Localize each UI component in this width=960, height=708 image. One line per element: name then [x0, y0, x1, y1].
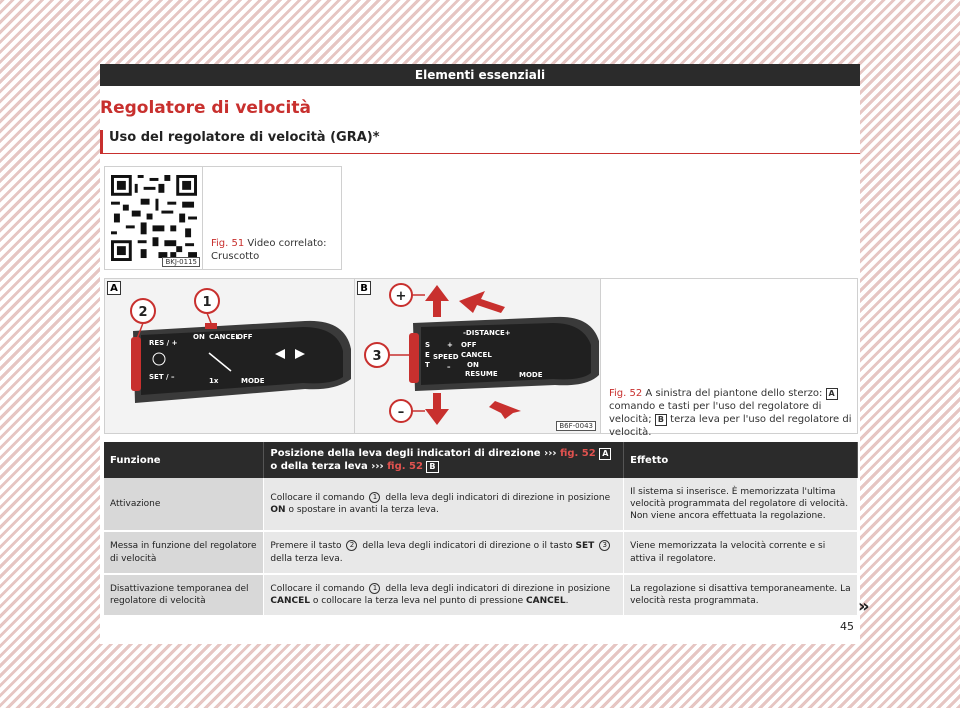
- cell-text: della leva degli indicatori di direzione in posizione: [385, 583, 611, 594]
- box-b: B: [655, 414, 667, 426]
- distance-up-arrow-icon: [459, 291, 505, 313]
- cell-text: o collocare la terza leva nel punto di pressione: [312, 595, 524, 606]
- header-text: o della terza leva: [270, 461, 368, 472]
- manual-page: [100, 64, 870, 644]
- lever-label: -DISTANCE+: [463, 329, 511, 337]
- panel-a-illustration: [105, 279, 355, 433]
- cell-text: della leva degli indicatori di direzione in posizione: [385, 493, 611, 504]
- cell-effetto: Viene memorizzata la velocità corrente e si attiva il regolatore.: [624, 531, 858, 573]
- lever-label: +: [447, 341, 453, 349]
- cell-text: Collocare il comando: [270, 583, 365, 594]
- arrow-up-icon: [425, 285, 449, 317]
- set-button: [409, 333, 419, 383]
- callout-number: 3: [372, 349, 382, 364]
- keyword: CANCEL: [270, 595, 310, 606]
- lever-label: RES / +: [149, 339, 178, 347]
- callout-number: 1: [202, 295, 212, 310]
- lever-label: SET / –: [149, 373, 175, 381]
- lever-label: ON: [193, 333, 205, 341]
- keyword: ON: [270, 505, 286, 516]
- number-badge: 1: [369, 583, 380, 594]
- arrow-down-icon: [425, 393, 449, 425]
- cell-funzione: Attivazione: [104, 478, 264, 531]
- cell-text: Premere il tasto: [270, 541, 342, 552]
- cell-funzione: Disattivazione temporanea del regolatore di velocità: [104, 574, 264, 616]
- header-arrows: ›››: [371, 461, 384, 472]
- figure-code: BKJ-0115: [162, 257, 200, 267]
- number-badge: 1: [369, 492, 380, 503]
- lever-label: OFF: [237, 333, 253, 341]
- lever-end-button: [131, 337, 141, 391]
- continue-marker: »: [858, 596, 870, 617]
- lever-label: RESUME: [465, 370, 498, 378]
- callout-symbol: +: [395, 289, 407, 304]
- table-row: [104, 478, 858, 531]
- section-subtitle: [100, 130, 860, 154]
- fig-ref-link[interactable]: fig. 52: [559, 448, 596, 459]
- page-title: Regolatore di velocità: [100, 98, 311, 118]
- fig-ref-link[interactable]: fig. 52: [387, 461, 423, 472]
- section-header: [100, 64, 860, 86]
- figure-code: B6F-0043: [556, 421, 596, 431]
- cell-effetto: La regolazione si disattiva temporaneamente. La velocità resta programmata.: [624, 574, 858, 616]
- cell-text: Collocare il comando: [270, 493, 365, 504]
- lever-switch: [205, 323, 217, 329]
- figure-51: [104, 166, 342, 270]
- panel-letter-b: B: [357, 281, 371, 295]
- lever-label: SPEED: [433, 353, 459, 361]
- cell-posizione: [264, 531, 624, 573]
- caption-text: A sinistra del piantone dello sterzo:: [645, 388, 823, 399]
- header-posizione: [264, 442, 624, 478]
- keyword: CANCEL: [526, 595, 566, 606]
- figure-caption-text: Video correlato: Cruscotto: [211, 238, 327, 262]
- figure-label: Fig. 52: [609, 388, 643, 399]
- lever-label: 1x: [209, 377, 219, 385]
- figure-label: Fig. 51: [211, 238, 245, 249]
- distance-down-arrow-icon: [489, 401, 521, 419]
- table-header-row: [104, 442, 858, 478]
- lever-label: MODE: [241, 377, 265, 385]
- panel-letter-a: A: [107, 281, 121, 295]
- box-b: B: [426, 461, 438, 473]
- cell-text: .: [565, 595, 569, 606]
- cell-posizione: [264, 574, 624, 616]
- cell-posizione: [264, 478, 624, 531]
- figure-52: [104, 278, 858, 438]
- section-title: Elementi essenziali: [414, 68, 546, 82]
- figure-52-caption: [609, 387, 853, 439]
- lever-label: CANCEL: [209, 333, 240, 341]
- number-badge: 3: [599, 540, 610, 551]
- lever-label: E: [425, 351, 430, 359]
- turn-signal-lever-illustration: [105, 279, 355, 433]
- callout-number: 2: [138, 305, 148, 320]
- caption-text: terza leva per l'uso del regolatore di velocità.: [609, 414, 852, 438]
- qr-code-icon: [111, 175, 197, 261]
- caption-text: comando e tasti per l'uso del regolatore di velocità;: [609, 401, 822, 425]
- cell-text: o spostare in avanti la terza leva.: [288, 505, 439, 516]
- header-arrows: ›››: [544, 448, 557, 459]
- cell-text: della leva degli indicatori di direzione o il tasto: [362, 541, 573, 552]
- cell-funzione: Messa in funzione del regolatore di velocità: [104, 531, 264, 573]
- lever-label: T: [425, 361, 430, 369]
- lever-label: –: [447, 363, 451, 371]
- lever-label: OFF: [461, 341, 477, 349]
- cell-effetto: Il sistema si inserisce. È memorizzata l'ultima velocità programmata del regolatore di velocità. Non viene ancora effettuata la regolazione.: [624, 478, 858, 531]
- subtitle-text: Uso del regolatore di velocità (GRA)*: [109, 130, 380, 145]
- callout-symbol: –: [397, 405, 405, 420]
- box-a: A: [826, 388, 838, 400]
- table-row: [104, 531, 858, 573]
- box-a: A: [599, 448, 611, 460]
- lever-label: ON: [467, 361, 479, 369]
- function-table: [104, 442, 858, 617]
- header-text: Posizione della leva degli indicatori di direzione: [270, 448, 541, 459]
- cruise-control-lever-illustration: [355, 279, 601, 433]
- qr-code[interactable]: [105, 167, 203, 269]
- lever-label: CANCEL: [461, 351, 492, 359]
- table-row: [104, 574, 858, 616]
- cell-text: della terza leva.: [270, 553, 343, 564]
- header-effetto: Effetto: [624, 442, 858, 478]
- panel-b-illustration: [355, 279, 601, 433]
- number-badge: 2: [346, 540, 357, 551]
- lever-label: MODE: [519, 371, 543, 379]
- lever-label: S: [425, 341, 431, 349]
- keyword: SET: [575, 541, 595, 552]
- figure-51-caption: [203, 167, 339, 269]
- header-funzione: Funzione: [104, 442, 264, 478]
- page-number: 45: [840, 620, 854, 633]
